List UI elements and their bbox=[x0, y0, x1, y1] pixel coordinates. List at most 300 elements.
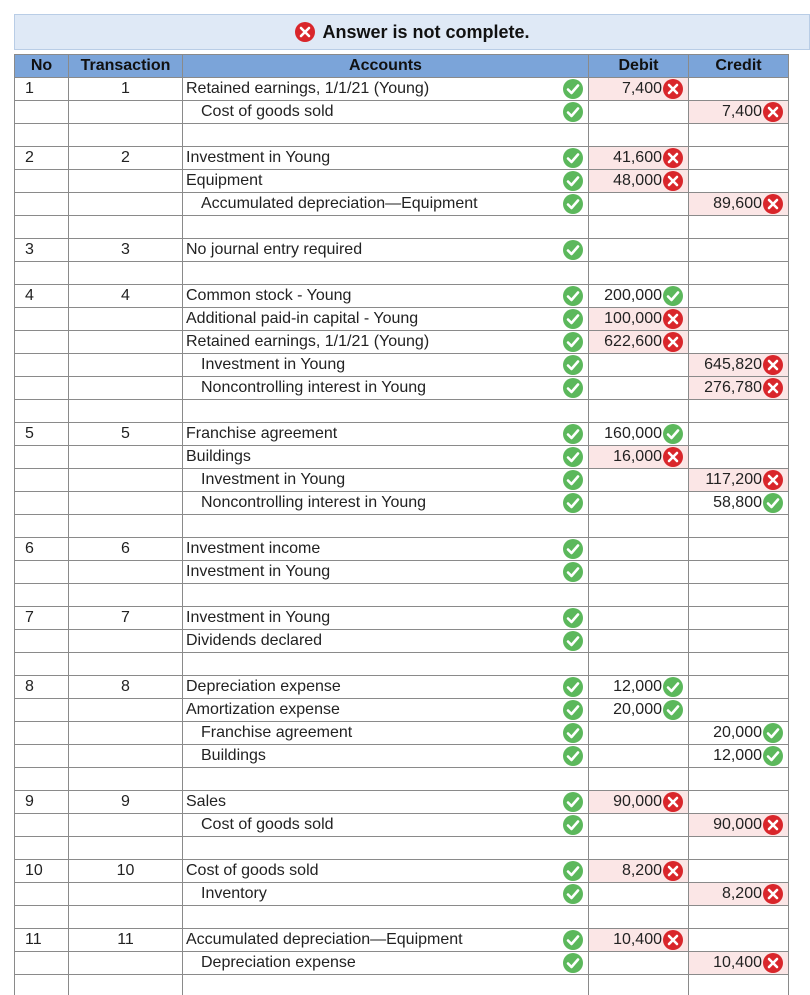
journal-row bbox=[15, 239, 789, 262]
credit-cell[interactable] bbox=[689, 101, 789, 124]
entry-no-cell bbox=[15, 538, 69, 561]
credit-cell[interactable] bbox=[689, 837, 789, 860]
entry-no-cell bbox=[15, 193, 69, 216]
debit-cell[interactable] bbox=[589, 423, 689, 446]
journal-body bbox=[15, 78, 789, 995]
account-name: Sales bbox=[186, 793, 227, 810]
credit-amount: 276,780 bbox=[704, 379, 762, 396]
debit-amount: 622,600 bbox=[604, 333, 662, 350]
transaction-cell[interactable] bbox=[69, 285, 183, 308]
check-circle-icon bbox=[562, 308, 584, 330]
account-cell[interactable] bbox=[183, 906, 589, 929]
status-banner bbox=[14, 14, 810, 50]
transaction-number: 3 bbox=[121, 241, 130, 258]
transaction-cell[interactable] bbox=[69, 952, 183, 975]
account-name: Investment in Young bbox=[201, 356, 346, 373]
debit-cell[interactable] bbox=[589, 929, 689, 952]
entry-no-cell bbox=[15, 883, 69, 906]
transaction-cell[interactable] bbox=[69, 331, 183, 354]
entry-number: 10 bbox=[25, 862, 43, 879]
check-circle-icon bbox=[662, 285, 684, 307]
transaction-number: 5 bbox=[121, 425, 130, 442]
entry-no-cell bbox=[15, 354, 69, 377]
transaction-cell[interactable] bbox=[69, 676, 183, 699]
account-cell[interactable] bbox=[183, 814, 589, 837]
transaction-cell[interactable] bbox=[69, 262, 183, 285]
debit-cell[interactable] bbox=[589, 400, 689, 423]
entry-number: 2 bbox=[25, 149, 34, 166]
debit-amount: 20,000 bbox=[613, 701, 662, 718]
credit-cell[interactable] bbox=[689, 423, 789, 446]
debit-cell[interactable] bbox=[589, 101, 689, 124]
x-circle-icon bbox=[762, 469, 784, 491]
journal-row bbox=[15, 722, 789, 745]
debit-cell[interactable] bbox=[589, 653, 689, 676]
blank-row bbox=[15, 124, 789, 147]
debit-cell[interactable] bbox=[589, 814, 689, 837]
check-circle-icon bbox=[562, 952, 584, 974]
transaction-cell[interactable] bbox=[69, 538, 183, 561]
transaction-cell[interactable] bbox=[69, 860, 183, 883]
debit-cell[interactable] bbox=[589, 193, 689, 216]
debit-cell[interactable] bbox=[589, 722, 689, 745]
account-cell[interactable] bbox=[183, 308, 589, 331]
credit-cell[interactable] bbox=[689, 469, 789, 492]
journal-row bbox=[15, 492, 789, 515]
debit-amount: 41,600 bbox=[613, 149, 662, 166]
account-cell[interactable] bbox=[183, 699, 589, 722]
credit-cell[interactable] bbox=[689, 929, 789, 952]
debit-cell[interactable] bbox=[589, 860, 689, 883]
check-circle-icon bbox=[562, 492, 584, 514]
transaction-cell[interactable] bbox=[69, 308, 183, 331]
transaction-cell[interactable] bbox=[69, 883, 183, 906]
entry-no-cell bbox=[15, 630, 69, 653]
entry-no-cell bbox=[15, 124, 69, 147]
transaction-number: 8 bbox=[121, 678, 130, 695]
credit-cell[interactable] bbox=[689, 239, 789, 262]
transaction-cell[interactable] bbox=[69, 354, 183, 377]
debit-cell[interactable] bbox=[589, 354, 689, 377]
account-cell[interactable] bbox=[183, 331, 589, 354]
header-accounts: Accounts bbox=[183, 55, 589, 78]
journal-row bbox=[15, 170, 789, 193]
account-name: Equipment bbox=[186, 172, 263, 189]
debit-cell[interactable] bbox=[589, 561, 689, 584]
credit-cell[interactable] bbox=[689, 538, 789, 561]
entry-no-cell bbox=[15, 584, 69, 607]
check-circle-icon bbox=[562, 814, 584, 836]
entry-number: 4 bbox=[25, 287, 34, 304]
account-cell[interactable] bbox=[183, 538, 589, 561]
entry-number: 11 bbox=[25, 931, 42, 948]
account-cell[interactable] bbox=[183, 147, 589, 170]
transaction-cell[interactable] bbox=[69, 791, 183, 814]
transaction-cell[interactable] bbox=[69, 423, 183, 446]
entry-no-cell bbox=[15, 975, 69, 995]
credit-amount: 12,000 bbox=[713, 747, 762, 764]
entry-no-cell bbox=[15, 768, 69, 791]
account-cell[interactable] bbox=[183, 929, 589, 952]
blank-row bbox=[15, 837, 789, 860]
x-circle-icon bbox=[762, 101, 784, 123]
account-cell[interactable] bbox=[183, 791, 589, 814]
debit-cell[interactable] bbox=[589, 952, 689, 975]
transaction-cell[interactable] bbox=[69, 446, 183, 469]
entry-number: 1 bbox=[25, 80, 34, 97]
header-credit: Credit bbox=[689, 55, 789, 78]
account-name: Noncontrolling interest in Young bbox=[201, 379, 427, 396]
transaction-cell[interactable] bbox=[69, 101, 183, 124]
credit-cell[interactable] bbox=[689, 377, 789, 400]
credit-amount: 58,800 bbox=[713, 494, 762, 511]
account-cell[interactable] bbox=[183, 446, 589, 469]
journal-row bbox=[15, 814, 789, 837]
check-circle-icon bbox=[562, 860, 584, 882]
x-circle-icon bbox=[662, 170, 684, 192]
debit-cell[interactable] bbox=[589, 377, 689, 400]
transaction-cell[interactable] bbox=[69, 492, 183, 515]
journal-row bbox=[15, 607, 789, 630]
account-cell[interactable] bbox=[183, 630, 589, 653]
credit-cell[interactable] bbox=[689, 170, 789, 193]
credit-cell[interactable] bbox=[689, 791, 789, 814]
account-name: Accumulated depreciation—Equipment bbox=[201, 195, 478, 212]
check-circle-icon bbox=[762, 722, 784, 744]
debit-cell[interactable] bbox=[589, 630, 689, 653]
credit-cell[interactable] bbox=[689, 331, 789, 354]
journal-row bbox=[15, 354, 789, 377]
debit-amount: 100,000 bbox=[604, 310, 662, 327]
credit-cell[interactable] bbox=[689, 446, 789, 469]
account-cell[interactable] bbox=[183, 676, 589, 699]
account-name: Cost of goods sold bbox=[201, 103, 334, 120]
entry-no-cell bbox=[15, 906, 69, 929]
credit-cell[interactable] bbox=[689, 308, 789, 331]
debit-cell[interactable] bbox=[589, 906, 689, 929]
check-circle-icon bbox=[562, 676, 584, 698]
account-cell[interactable] bbox=[183, 170, 589, 193]
credit-cell[interactable] bbox=[689, 883, 789, 906]
credit-cell[interactable] bbox=[689, 354, 789, 377]
debit-cell[interactable] bbox=[589, 262, 689, 285]
journal-row bbox=[15, 147, 789, 170]
account-cell[interactable] bbox=[183, 469, 589, 492]
credit-cell[interactable] bbox=[689, 147, 789, 170]
debit-cell[interactable] bbox=[589, 78, 689, 101]
transaction-cell[interactable] bbox=[69, 147, 183, 170]
credit-cell[interactable] bbox=[689, 653, 789, 676]
entry-number: 5 bbox=[25, 425, 34, 442]
journal-row bbox=[15, 377, 789, 400]
account-cell[interactable] bbox=[183, 768, 589, 791]
credit-cell[interactable] bbox=[689, 193, 789, 216]
debit-cell[interactable] bbox=[589, 791, 689, 814]
account-cell[interactable] bbox=[183, 193, 589, 216]
account-cell[interactable] bbox=[183, 262, 589, 285]
transaction-cell[interactable] bbox=[69, 607, 183, 630]
credit-cell[interactable] bbox=[689, 860, 789, 883]
check-circle-icon bbox=[562, 239, 584, 261]
journal-row bbox=[15, 423, 789, 446]
check-circle-icon bbox=[562, 147, 584, 169]
transaction-cell[interactable] bbox=[69, 469, 183, 492]
debit-cell[interactable] bbox=[589, 837, 689, 860]
transaction-cell[interactable] bbox=[69, 561, 183, 584]
credit-cell[interactable] bbox=[689, 952, 789, 975]
debit-cell[interactable] bbox=[589, 446, 689, 469]
credit-cell[interactable] bbox=[689, 78, 789, 101]
debit-cell[interactable] bbox=[589, 308, 689, 331]
blank-row bbox=[15, 768, 789, 791]
debit-amount: 200,000 bbox=[604, 287, 662, 304]
account-name: Buildings bbox=[201, 747, 266, 764]
transaction-cell[interactable] bbox=[69, 170, 183, 193]
credit-cell[interactable] bbox=[689, 124, 789, 147]
entry-number: 7 bbox=[25, 609, 34, 626]
debit-cell[interactable] bbox=[589, 239, 689, 262]
check-circle-icon bbox=[562, 929, 584, 951]
check-circle-icon bbox=[662, 676, 684, 698]
entry-no-cell bbox=[15, 170, 69, 193]
account-cell[interactable] bbox=[183, 101, 589, 124]
credit-cell[interactable] bbox=[689, 216, 789, 239]
entry-number: 6 bbox=[25, 540, 34, 557]
transaction-number: 4 bbox=[121, 287, 130, 304]
debit-cell[interactable] bbox=[589, 216, 689, 239]
credit-cell[interactable] bbox=[689, 814, 789, 837]
account-name: Additional paid-in capital - Young bbox=[186, 310, 419, 327]
account-cell[interactable] bbox=[183, 561, 589, 584]
account-cell[interactable] bbox=[183, 607, 589, 630]
journal-row bbox=[15, 791, 789, 814]
account-name: Noncontrolling interest in Young bbox=[201, 494, 427, 511]
debit-amount: 7,400 bbox=[621, 80, 662, 97]
check-circle-icon bbox=[562, 78, 584, 100]
journal-row bbox=[15, 331, 789, 354]
debit-cell[interactable] bbox=[589, 147, 689, 170]
transaction-cell[interactable] bbox=[69, 193, 183, 216]
check-circle-icon bbox=[562, 377, 584, 399]
check-circle-icon bbox=[662, 699, 684, 721]
x-circle-icon bbox=[762, 354, 784, 376]
transaction-cell[interactable] bbox=[69, 837, 183, 860]
journal-row bbox=[15, 308, 789, 331]
credit-cell[interactable] bbox=[689, 400, 789, 423]
credit-cell[interactable] bbox=[689, 676, 789, 699]
transaction-cell[interactable] bbox=[69, 722, 183, 745]
account-cell[interactable] bbox=[183, 860, 589, 883]
x-circle-icon bbox=[662, 791, 684, 813]
credit-amount: 10,400 bbox=[713, 954, 762, 971]
transaction-cell[interactable] bbox=[69, 216, 183, 239]
account-cell[interactable] bbox=[183, 239, 589, 262]
entry-no-cell bbox=[15, 446, 69, 469]
account-cell[interactable] bbox=[183, 285, 589, 308]
credit-cell[interactable] bbox=[689, 607, 789, 630]
debit-cell[interactable] bbox=[589, 883, 689, 906]
x-circle-icon bbox=[662, 308, 684, 330]
transaction-number: 10 bbox=[116, 862, 135, 879]
debit-cell[interactable] bbox=[589, 469, 689, 492]
account-cell[interactable] bbox=[183, 722, 589, 745]
transaction-cell[interactable] bbox=[69, 745, 183, 768]
check-circle-icon bbox=[562, 538, 584, 560]
transaction-cell[interactable] bbox=[69, 929, 183, 952]
account-name: Franchise agreement bbox=[201, 724, 353, 741]
account-cell[interactable] bbox=[183, 400, 589, 423]
transaction-cell[interactable] bbox=[69, 630, 183, 653]
debit-cell[interactable] bbox=[589, 699, 689, 722]
entry-no-cell bbox=[15, 745, 69, 768]
transaction-cell[interactable] bbox=[69, 975, 183, 995]
credit-cell[interactable] bbox=[689, 262, 789, 285]
transaction-cell[interactable] bbox=[69, 377, 183, 400]
credit-cell[interactable] bbox=[689, 492, 789, 515]
debit-amount: 10,400 bbox=[613, 931, 662, 948]
account-cell[interactable] bbox=[183, 745, 589, 768]
check-circle-icon bbox=[562, 193, 584, 215]
credit-cell[interactable] bbox=[689, 768, 789, 791]
account-cell[interactable] bbox=[183, 78, 589, 101]
entry-no-cell bbox=[15, 78, 69, 101]
transaction-cell[interactable] bbox=[69, 653, 183, 676]
check-circle-icon bbox=[562, 446, 584, 468]
debit-cell[interactable] bbox=[589, 538, 689, 561]
credit-cell[interactable] bbox=[689, 745, 789, 768]
transaction-cell[interactable] bbox=[69, 699, 183, 722]
debit-cell[interactable] bbox=[589, 676, 689, 699]
debit-cell[interactable] bbox=[589, 584, 689, 607]
entry-no-cell bbox=[15, 653, 69, 676]
credit-cell[interactable] bbox=[689, 975, 789, 995]
transaction-number: 11 bbox=[117, 931, 134, 948]
entry-no-cell bbox=[15, 308, 69, 331]
account-name: Dividends declared bbox=[186, 632, 323, 649]
debit-amount: 16,000 bbox=[613, 448, 662, 465]
debit-amount: 8,200 bbox=[621, 862, 662, 879]
journal-row bbox=[15, 860, 789, 883]
transaction-cell[interactable] bbox=[69, 906, 183, 929]
entry-no-cell bbox=[15, 515, 69, 538]
account-cell[interactable] bbox=[183, 883, 589, 906]
account-cell[interactable] bbox=[183, 377, 589, 400]
entry-no-cell bbox=[15, 147, 69, 170]
account-name: Retained earnings, 1/1/21 (Young) bbox=[186, 333, 430, 350]
account-name: Common stock - Young bbox=[186, 287, 352, 304]
account-name: Investment in Young bbox=[186, 609, 331, 626]
journal-row bbox=[15, 538, 789, 561]
debit-cell[interactable] bbox=[589, 515, 689, 538]
debit-cell[interactable] bbox=[589, 607, 689, 630]
account-name: Investment in Young bbox=[186, 149, 331, 166]
account-cell[interactable] bbox=[183, 216, 589, 239]
credit-cell[interactable] bbox=[689, 584, 789, 607]
journal-row bbox=[15, 883, 789, 906]
debit-cell[interactable] bbox=[589, 331, 689, 354]
entry-no-cell bbox=[15, 722, 69, 745]
credit-cell[interactable] bbox=[689, 630, 789, 653]
entry-no-cell bbox=[15, 469, 69, 492]
account-name: Investment in Young bbox=[201, 471, 346, 488]
account-cell[interactable] bbox=[183, 423, 589, 446]
credit-cell[interactable] bbox=[689, 515, 789, 538]
blank-row bbox=[15, 400, 789, 423]
transaction-number: 6 bbox=[121, 540, 130, 557]
account-name: Investment income bbox=[186, 540, 321, 557]
x-circle-icon bbox=[662, 860, 684, 882]
account-name: No journal entry required bbox=[186, 241, 363, 258]
account-name: Cost of goods sold bbox=[201, 816, 334, 833]
credit-amount: 89,600 bbox=[713, 195, 762, 212]
account-cell[interactable] bbox=[183, 653, 589, 676]
transaction-cell[interactable] bbox=[69, 124, 183, 147]
blank-row bbox=[15, 906, 789, 929]
journal-row bbox=[15, 193, 789, 216]
x-circle-icon bbox=[662, 147, 684, 169]
journal-row bbox=[15, 469, 789, 492]
journal-row bbox=[15, 699, 789, 722]
transaction-cell[interactable] bbox=[69, 584, 183, 607]
account-cell[interactable] bbox=[183, 124, 589, 147]
transaction-cell[interactable] bbox=[69, 515, 183, 538]
transaction-cell[interactable] bbox=[69, 239, 183, 262]
account-cell[interactable] bbox=[183, 975, 589, 995]
check-circle-icon bbox=[562, 745, 584, 767]
journal-row bbox=[15, 285, 789, 308]
credit-cell[interactable] bbox=[689, 699, 789, 722]
credit-amount: 90,000 bbox=[713, 816, 762, 833]
transaction-cell[interactable] bbox=[69, 814, 183, 837]
entry-no-cell bbox=[15, 262, 69, 285]
debit-cell[interactable] bbox=[589, 170, 689, 193]
check-circle-icon bbox=[562, 607, 584, 629]
credit-cell[interactable] bbox=[689, 722, 789, 745]
account-cell[interactable] bbox=[183, 492, 589, 515]
entry-no-cell bbox=[15, 791, 69, 814]
blank-row bbox=[15, 653, 789, 676]
debit-cell[interactable] bbox=[589, 285, 689, 308]
debit-cell[interactable] bbox=[589, 124, 689, 147]
debit-cell[interactable] bbox=[589, 975, 689, 995]
debit-amount: 48,000 bbox=[613, 172, 662, 189]
journal-row bbox=[15, 676, 789, 699]
debit-cell[interactable] bbox=[589, 492, 689, 515]
credit-cell[interactable] bbox=[689, 561, 789, 584]
check-circle-icon bbox=[762, 492, 784, 514]
transaction-cell[interactable] bbox=[69, 78, 183, 101]
debit-cell[interactable] bbox=[589, 745, 689, 768]
account-cell[interactable] bbox=[183, 837, 589, 860]
account-cell[interactable] bbox=[183, 515, 589, 538]
transaction-cell[interactable] bbox=[69, 400, 183, 423]
status-text: Answer is not complete. bbox=[322, 21, 530, 42]
debit-cell[interactable] bbox=[589, 768, 689, 791]
credit-cell[interactable] bbox=[689, 906, 789, 929]
credit-amount: 645,820 bbox=[704, 356, 762, 373]
check-circle-icon bbox=[562, 423, 584, 445]
credit-cell[interactable] bbox=[689, 285, 789, 308]
account-cell[interactable] bbox=[183, 952, 589, 975]
account-cell[interactable] bbox=[183, 584, 589, 607]
transaction-cell[interactable] bbox=[69, 768, 183, 791]
entry-no-cell bbox=[15, 929, 69, 952]
check-circle-icon bbox=[562, 883, 584, 905]
blank-row bbox=[15, 216, 789, 239]
entry-number: 9 bbox=[25, 793, 34, 810]
account-cell[interactable] bbox=[183, 354, 589, 377]
x-circle-icon bbox=[762, 883, 784, 905]
